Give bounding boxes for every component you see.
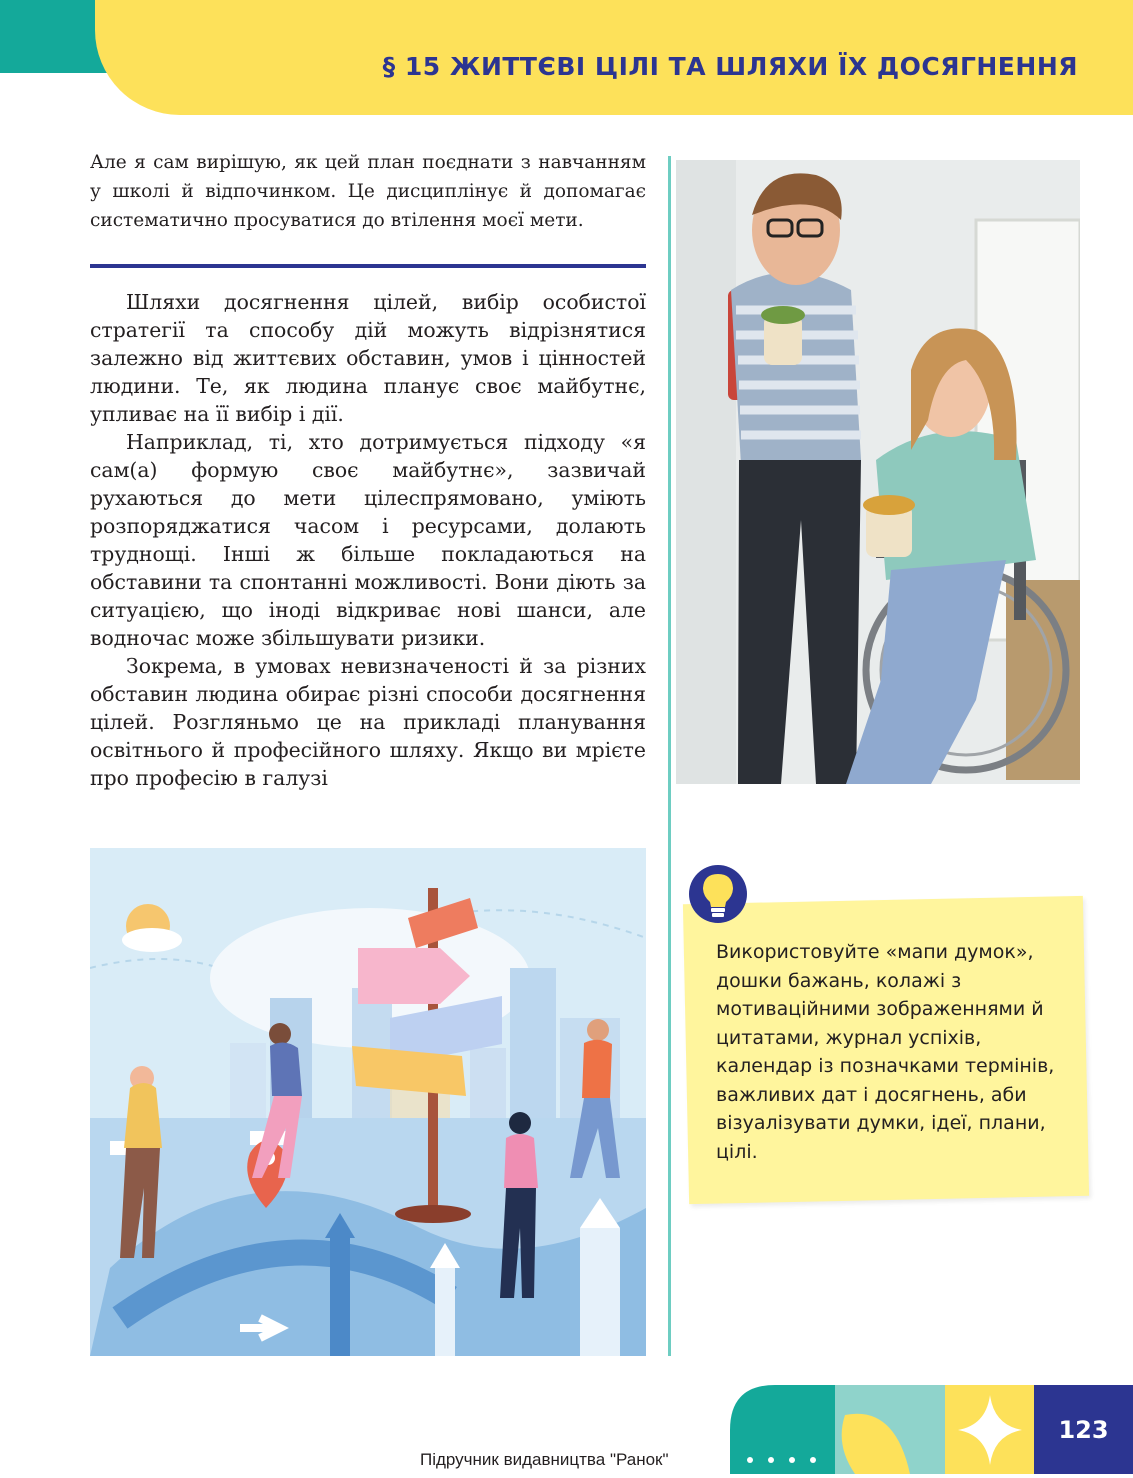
photo-teenagers (676, 160, 1080, 784)
section-divider (90, 264, 646, 268)
illustration-crossroads (90, 848, 646, 1356)
paragraph-2: Наприклад, ті, хто дотримується підходу «я сам(а) формую своє майбутнє», зазвичай рухаються до мети цілеспрямовано, уміють розпоряджатися часом і ресурсами, долають труднощі. Інші ж більше покладаються на обставини та спонтанні можливості. Вони діють за ситуацією, що іноді відкриває нові шанси, але водночас може збільшувати ризики. (90, 430, 646, 650)
main-text (90, 288, 646, 792)
lightbulb-icon (688, 864, 748, 924)
publisher-note: Підручник видавництва "Ранок" (420, 1450, 669, 1469)
paragraph-1: Шляхи досягнення цілей, вибір особистої стратегії та способу дій можуть відрізнятися залежно від життєвих обставин, умов і цінностей людини. Те, як людина планує своє майбутнє, упливає на її вибір і дії. (90, 290, 646, 426)
page-number: 123 (1034, 1385, 1133, 1474)
intro-paragraph: Але я сам вирішую, як цей план поєднати з навчанням у школі й відпочинком. Це дисциплінує й допомагає систематично просуватися до втілення моєї мети. (90, 152, 646, 231)
tip-text: Використовуйте «мапи думок», дошки бажань, колажі з мотиваційними зображеннями й цитатами, журнал успіхів, календар із позначками термінів, важливих дат і досягнень, аби візуалізувати думки, ідеї, плани, цілі. (716, 941, 1055, 1163)
column-divider (668, 156, 671, 1356)
paragraph-3: Зокрема, в умовах невизначеності й за різних обставин людина обирає різні способи досягнення цілей. Розгляньмо це на прикладі планування освітнього й професійного шляху. Якщо ви мрієте про професію в галузі (90, 654, 646, 790)
page-title: § 15 ЖИТТЄВІ ЦІЛІ ТА ШЛЯХИ ЇХ ДОСЯГНЕННЯ (382, 52, 1078, 81)
